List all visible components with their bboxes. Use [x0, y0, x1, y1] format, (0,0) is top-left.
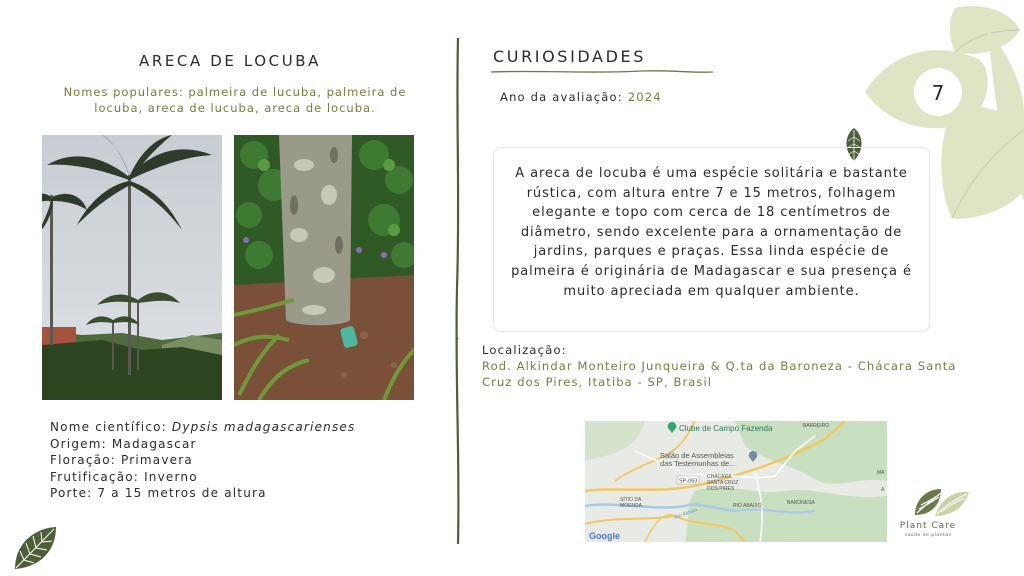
description-box: A areca de locuba é uma espécie solitária e bastante rústica, com altura entre 7 e 15 metros, folhagem elegante e topo com cerca de 18 centímetros de diâmetro, sendo excelente para a ornamentação de jardins, parques e praças. Essa linda espécie de palmeira é originária de Madagascar e sua presença é muito apreciada em qualquer ambiente. [493, 147, 930, 332]
evaluation-year: Ano da avaliação: 2024 [500, 90, 662, 104]
origin: Origem: Madagascar [50, 436, 197, 451]
plant-care-logo-text: Plant Care [899, 521, 957, 531]
map-label-edge2: A [881, 487, 885, 493]
map-label-salao1: Salão de Assembleias [660, 451, 734, 460]
plant-facts [50, 419, 355, 502]
map-label-chacara1: CHÁCARA [707, 474, 732, 480]
map-label-salao2: das Testemunhas de... [660, 459, 736, 468]
map-label-sitio1: SÍTIO DA [620, 497, 642, 503]
palm-trunk-photo [234, 135, 414, 400]
location-label: Localização: [482, 343, 567, 357]
palm-tree-photo [42, 135, 222, 400]
column-divider [452, 38, 464, 544]
heading-underline [491, 69, 713, 75]
map-label-chacara2: SANTA CRUZ [707, 480, 739, 486]
map-label-sitio2: MOENDA [620, 503, 642, 509]
plant-title: ARECA DE LOCUBA [138, 52, 322, 70]
curiosities-heading: CURIOSIDADES [493, 47, 646, 66]
map-label-river: Rio Atibaia [673, 507, 699, 521]
plant-care-logo-tagline: saúde de plantas [904, 533, 952, 538]
map-label-rioabaixo: RIO ABAIXO [733, 503, 762, 509]
google-logo: Google [589, 531, 620, 541]
flowering: Floração: Primavera [50, 453, 193, 467]
map-label-sp063: SP-063 [679, 478, 698, 485]
location-address: Rod. Alkindar Monteiro Junqueira & Q.ta da Baroneza - Chácara Santa Cruz dos Pires, Itatiba - SP, Brasil [482, 359, 957, 389]
page-number: 7 [931, 81, 945, 105]
popular-names: Nomes populares: palmeira de lucuba, palmeira de locuba, areca de lucuba, areca de locuba. [63, 85, 407, 115]
map-label-chacara3: DOS PIRES [707, 486, 735, 492]
plant-care-logo-accent [935, 488, 971, 518]
map-label-baronesa: BARONESA [787, 500, 815, 506]
map-label-barreiro: BARREIRO [803, 423, 830, 429]
map-label-edge: MA [877, 470, 885, 476]
fruiting: Frutificação: Inverno [50, 469, 198, 484]
map-label-club: Clube de Campo Fazenda [679, 424, 773, 433]
size: Porte: 7 a 15 metros de altura [50, 486, 267, 500]
scientific-name: Nome científico: Dypsis madagascarienses [50, 420, 356, 434]
location-map[interactable] [585, 421, 887, 542]
leaf-icon [10, 523, 60, 573]
